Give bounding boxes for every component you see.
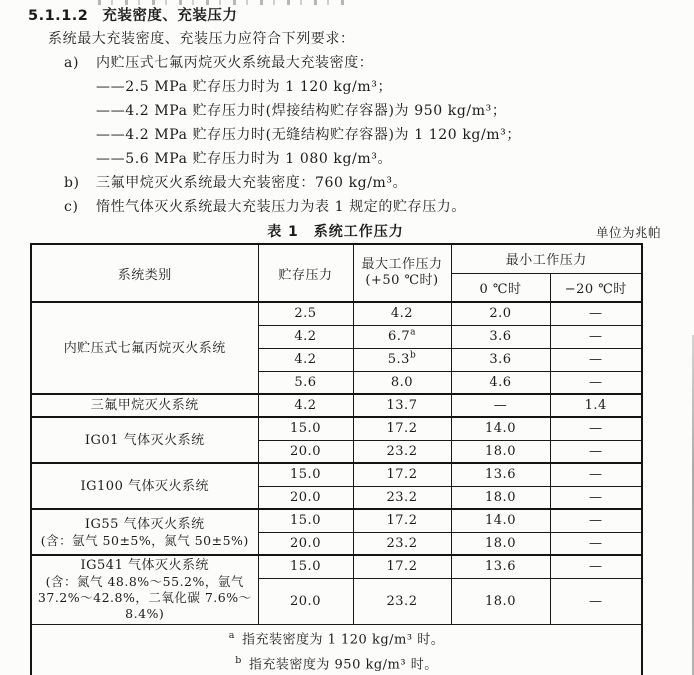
cell-min0: 18.0 [451,578,550,624]
cell-min0: 3.6 [451,348,550,371]
working-pressure-table [30,243,643,675]
cell-max [353,532,451,555]
list-item-a [64,51,694,75]
system-label: IG55 气体灭火系统 [84,516,205,532]
table-row [31,463,642,486]
cell-min0: 18.0 [451,486,550,509]
system-label-note: (含：氩气 50±5%，氮气 50±5%) [40,532,249,548]
table-row [31,509,642,532]
cell-min20: — [550,417,642,440]
cell-max [353,555,451,578]
cell-max-value: 23.2 [386,593,418,609]
cell-min0: 14.0 [451,417,550,440]
cell-storage: 20.0 [258,578,353,624]
cell-min20: — [550,371,642,394]
cell-max-value: 6.7 [387,329,411,344]
cell-storage: 20.0 [258,532,353,555]
system-label: 三氟甲烷灭火系统 [90,398,199,413]
intro-text: 系统最大充装密度、充装压力应符合下列要求： [48,31,355,47]
system-cell-ig55 [31,509,258,555]
header-row-1 [31,244,642,273]
cell-max-value: 23.2 [386,489,418,505]
list-item-a-text: 内贮压式七氟丙烷灭火系统最大充装密度： [96,55,374,71]
table-caption-row [30,221,661,243]
system-cell-ig100 [31,463,258,509]
dash-item-4: ——5.6 MPa 贮存压力时为 1 080 kg/m³。 [96,151,393,167]
cell-min20: — [550,440,642,463]
cell-min20: — [550,325,642,348]
cell-min0: 13.6 [451,555,550,578]
cell-storage: 20.0 [258,486,353,509]
header-max-line2: (+50 ℃时) [365,273,439,288]
cell-storage: 2.5 [258,302,353,325]
list-item-c-label: c) [64,199,79,215]
cell-max [353,348,451,371]
header-min-at-0c: 0 ℃时 [451,273,550,302]
dash-item-2: ——4.2 MPa 贮存压力时(焊接结构贮存容器)为 950 kg/m³； [96,103,507,119]
cell-storage: 20.0 [258,440,353,463]
list-item-b-text: 三氟甲烷灭火系统最大充装密度：760 kg/m³。 [96,175,408,191]
cell-min0: 2.0 [451,302,550,325]
header-min-working-pressure: 最小工作压力 [451,244,642,273]
system-label: IG01 气体灭火系统 [84,432,205,448]
cell-min20: — [550,555,642,578]
cell-max [353,509,451,532]
cell-storage: 15.0 [258,555,353,578]
cell-storage: 15.0 [258,509,353,532]
cell-max-value: 8.0 [390,374,414,390]
system-cell-ig01 [31,417,258,463]
footnote-a-marker: a [228,629,235,641]
footnote-b [32,650,641,675]
cell-min0: 4.6 [451,371,550,394]
table-row [31,555,642,578]
table-unit-label: 单位为兆帕 [595,225,661,240]
cell-max-value: 17.2 [386,559,418,575]
cell-max [353,486,451,509]
cell-max [353,394,451,417]
section-title: 充装密度、充装压力 [102,8,238,24]
footnote-ref-b: b [409,350,417,361]
header-system-category: 系统类别 [31,244,258,302]
footnote-b-text: 指充装密度为 950 kg/m³ 时。 [248,657,438,673]
system-cell-hfc227 [31,302,258,394]
system-label: IG100 气体灭火系统 [80,478,209,494]
cell-min20: — [550,509,642,532]
list-item-c-text: 惰性气体灭火系统最大充装压力为表 1 规定的贮存压力。 [96,199,467,215]
dash-item-3: ——4.2 MPa 贮存压力时(无缝结构贮存容器)为 1 120 kg/m³； [96,127,521,143]
cell-max-value: 4.2 [390,306,414,322]
table-caption: 表 1 系统工作压力 [267,224,404,240]
system-label: 内贮压式七氟丙烷灭火系统 [63,340,226,356]
footnote-b-marker: b [235,654,242,666]
cell-min0: 14.0 [451,509,550,532]
cell-storage: 4.2 [258,348,353,371]
cell-storage: 4.2 [258,325,353,348]
footnote-cell [31,624,642,675]
cell-max-value: 17.2 [386,467,418,483]
dash-item-1: ——2.5 MPa 贮存压力时为 1 120 kg/m³； [96,79,393,95]
cell-max [353,371,451,394]
cell-max-value: 23.2 [386,443,418,459]
system-label-note: (含：氮气 48.8%～55.2%，氩气 37.2%～42.8%，二氧化碳 7.6%～8.4%) [37,574,252,622]
scan-artifact-top-edge [98,0,348,5]
system-label: IG541 气体灭火系统 [80,558,209,574]
cell-min20: — [550,578,642,624]
system-cell-hfc23 [31,394,258,417]
cell-max-value: 17.2 [386,421,418,437]
list-item-b-label: b) [64,175,80,191]
footnote-a-text: 指充装密度为 1 120 kg/m³ 时。 [241,631,445,647]
cell-max [353,578,451,624]
footnote-a [32,625,641,650]
header-max-line1: 最大工作压力 [361,257,443,272]
table-row [31,417,642,440]
cell-storage: 4.2 [258,394,353,417]
cell-max-value: 17.2 [386,513,418,529]
list-item-b [64,171,694,195]
cell-max-value: 13.7 [386,398,418,413]
cell-min20: — [550,486,642,509]
cell-max-value: 5.3 [387,352,410,367]
cell-min0: 18.0 [451,532,550,555]
footnote-row [31,624,642,675]
system-cell-ig541 [31,555,258,624]
footnote-ref-a: a [410,327,417,338]
list-item-c [64,195,694,219]
cell-min0: — [451,394,550,417]
cell-min0: 18.0 [451,440,550,463]
cell-max-value: 23.2 [386,535,418,551]
cell-min20: — [550,348,642,371]
table-row [31,302,642,325]
cell-max [353,440,451,463]
cell-storage: 15.0 [258,463,353,486]
cell-min20: — [550,532,642,555]
cell-min0: 13.6 [451,463,550,486]
cell-max [353,302,451,325]
table-row [31,394,642,417]
cell-min20: 1.4 [550,394,642,417]
cell-max [353,417,451,440]
cell-storage: 5.6 [258,371,353,394]
cell-max [353,463,451,486]
cell-max [353,325,451,348]
cell-storage: 15.0 [258,417,353,440]
header-storage-pressure: 贮存压力 [258,244,353,302]
cell-min20: — [550,463,642,486]
header-min-at-minus20c: −20 ℃时 [550,273,642,302]
cell-min0: 3.6 [451,325,550,348]
cell-min20: — [550,302,642,325]
list-item-a-label: a) [64,55,80,71]
header-max-working-pressure [353,244,451,302]
section-number: 5.1.1.2 [28,8,89,24]
